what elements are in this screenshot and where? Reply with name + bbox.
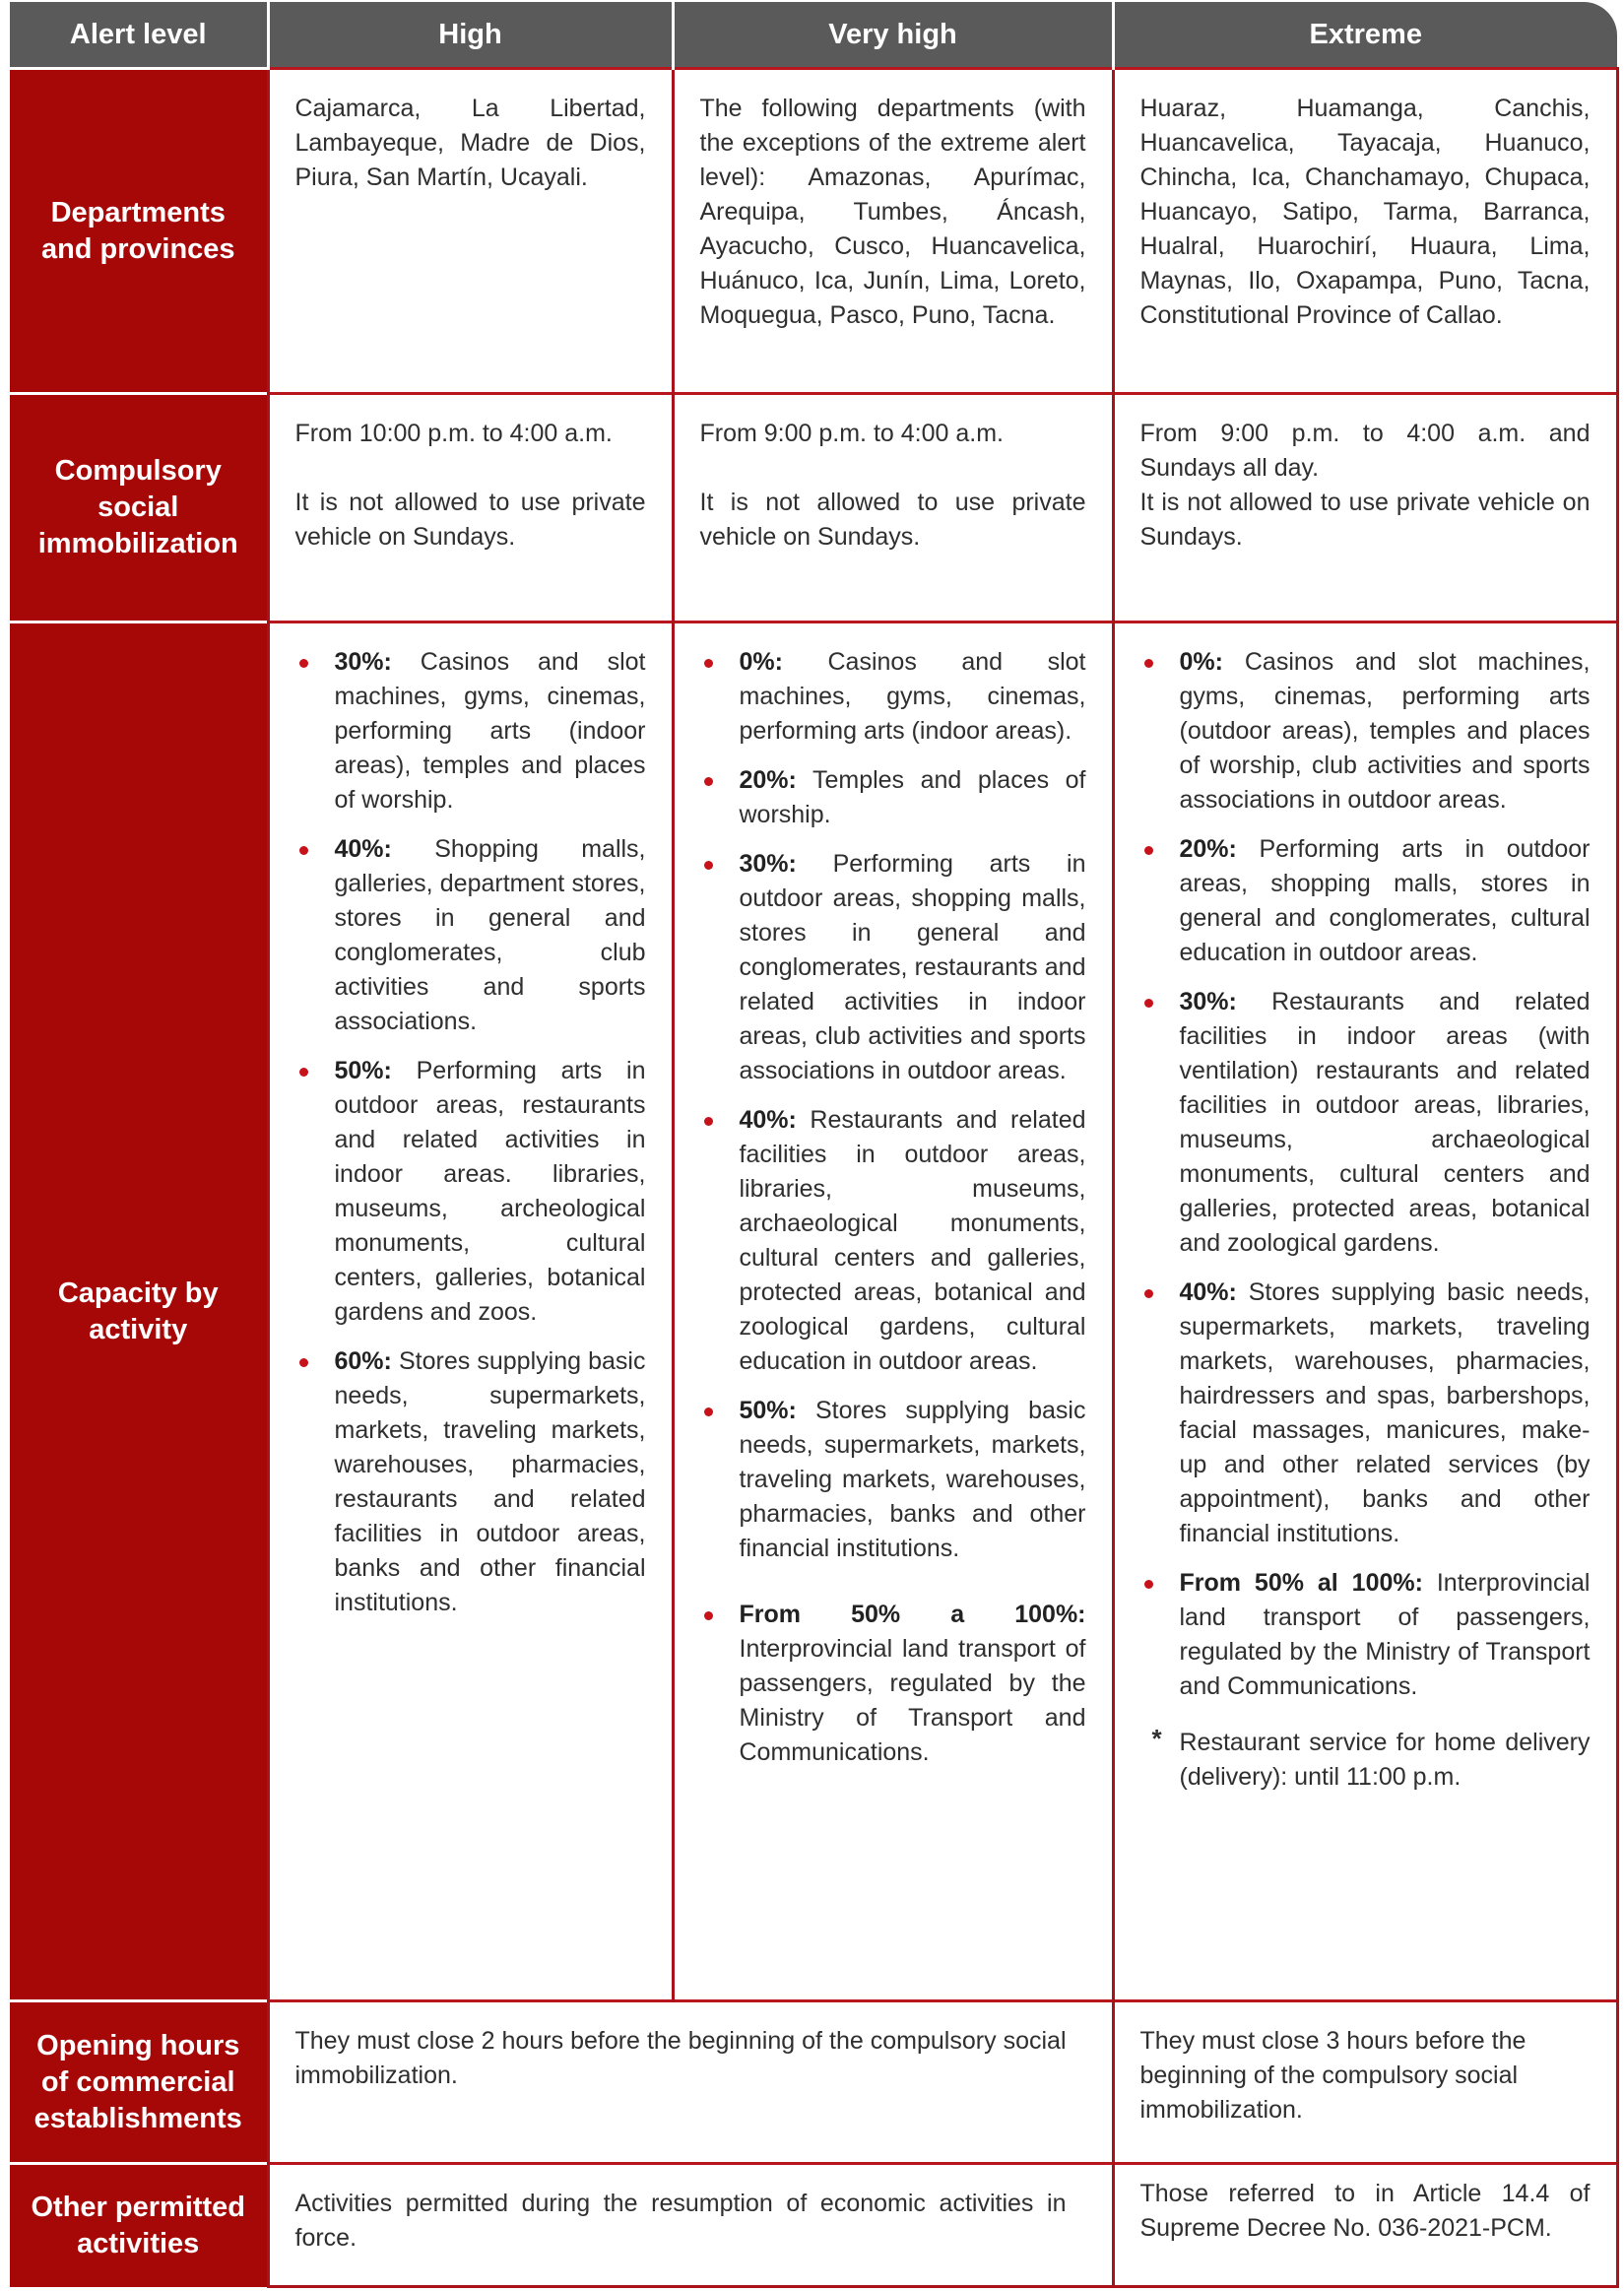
capacity-very-high [673,622,1113,2001]
list-item [700,847,1086,1088]
immobilization-extreme [1113,394,1617,622]
row-capacity [10,622,1617,2001]
header-extreme: Extreme [1113,2,1617,69]
capacity-pct: 40%: [1179,1278,1237,1306]
list-item [295,1344,646,1620]
capacity-text: Shopping malls, galleries, department stores, stores in general and conglomerates, club activities and sports associations. [334,835,646,1035]
immobilization-high-hours: From 10:00 p.m. to 4:00 a.m. [294,420,613,447]
capacity-pct: From 50% al 100%: [1179,1569,1423,1597]
list-item [700,1598,1086,1770]
capacity-extreme [1113,622,1617,2001]
header-alert-level: Alert level [10,2,268,69]
immobilization-very-high-hours: From 9:00 p.m. to 4:00 a.m. [699,420,1004,447]
asterisk-icon: * [1151,1724,1162,1753]
capacity-pct: 50%: [334,1057,392,1084]
capacity-text: Stores supplying basic needs, supermarkets, markets, traveling markets, warehouses, pharmacies, restaurants and related facilities in outdoor areas, banks and other financial institutions. [334,1347,646,1616]
other-high-very-high [268,2164,1113,2287]
immobilization-high [268,394,673,622]
capacity-pct: 30%: [739,850,797,878]
capacity-text: Casinos and slot machines, gyms, cinemas, performing arts (indoor areas). [739,648,1086,745]
capacity-text: Performing arts in outdoor areas, restaurants and related activities in indoor areas. libraries, museums, archeological monuments, cultural centers, galleries, botanical gardens and zoos. [334,1057,646,1326]
capacity-pct: From 50% a 100%: [739,1601,1086,1628]
delivery-note-text: Restaurant service for home delivery (delivery): until 11:00 p.m. [1179,1729,1591,1791]
capacity-high [268,622,673,2001]
row-label-capacity: Capacity by activity [10,622,268,2001]
list-item [1140,832,1591,970]
list-item [1140,645,1591,818]
capacity-pct: 40%: [334,835,392,863]
capacity-text: Stores supplying basic needs, supermarkets, markets, traveling markets, warehouses, pharmacies, banks and other financial institutions. [739,1397,1086,1562]
capacity-pct: 40%: [739,1106,797,1134]
capacity-pct: 0%: [739,648,783,676]
departments-extreme [1113,69,1617,394]
capacity-pct: 30%: [1179,988,1237,1015]
departments-high-text: Cajamarca, La Libertad, Lambayeque, Madre de Dios, Piura, San Martín, Ucayali. [294,95,646,191]
row-label-departments: Departments and provinces [10,69,268,394]
alert-level-table [10,2,1619,2288]
header-very-high: Very high [673,2,1113,69]
row-departments [10,69,1617,394]
opening-high-very-high-text: They must close 2 hours before the beginning of the compulsory social immobilization. [294,2027,1067,2089]
list-item [700,645,1086,749]
delivery-note [1140,1726,1591,1795]
capacity-text: Interprovincial land transport of passengers, regulated by the Ministry of Transport and Communications. [739,1635,1086,1766]
capacity-pct: 0%: [1179,648,1223,676]
capacity-text: Restaurants and related facilities in indoor areas (with ventilation) restaurants and related facilities in outdoor areas, libraries, museums, archaeological monuments, cultural centers and galleries, protected areas, botanical and zoological gardens. [1179,988,1591,1257]
other-extreme-text: Those referred to in Article 14.4 of Supreme Decree No. 036-2021-PCM. [1139,2180,1591,2242]
list-item [1140,1276,1591,1551]
row-label-other-activities: Other permitted activities [10,2164,268,2287]
alert-level-table-sheet [10,2,1617,2285]
opening-high-very-high [268,2001,1113,2164]
list-item [1140,1566,1591,1704]
other-high-very-high-text: Activities permitted during the resumption of economic activities in force. [294,2190,1067,2252]
capacity-text: Temples and places of worship. [739,766,1086,828]
list-item [700,1394,1086,1566]
immobilization-very-high-vehicle: It is not allowed to use private vehicle on Sundays. [699,489,1086,551]
immobilization-extreme-hours: From 9:00 p.m. to 4:00 a.m. and Sundays all day. [1139,420,1591,482]
row-immobilization [10,394,1617,622]
header-row [10,2,1617,69]
capacity-text: Interprovincial land transport of passengers, regulated by the Ministry of Transport and Communications. [1179,1569,1591,1700]
capacity-text: Restaurants and related facilities in outdoor areas, libraries, museums, archaeological monuments, cultural centers and galleries, protected areas, botanical and zoological gardens, cultural education in outdoor areas. [739,1106,1086,1375]
list-item [295,1054,646,1330]
row-label-immobilization: Compulsory social immobilization [10,394,268,622]
departments-high [268,69,673,394]
capacity-pct: 20%: [739,766,797,794]
other-extreme [1113,2164,1617,2287]
list-item [700,763,1086,832]
capacity-text: Performing arts in outdoor areas, shopping malls, stores in general and conglomerates, restaurants and related activities in indoor areas, club activities and sports associations in outdoor areas. [739,850,1086,1084]
immobilization-very-high [673,394,1113,622]
departments-extreme-text: Huaraz, Huamanga, Canchis, Huancavelica, Tayacaja, Huanuco, Chincha, Ica, Chanchamayo, Chupaca, Huancayo, Satipo, Tarma, Barranca, Hualral, Huarochirí, Huaura, Lima, Maynas, Ilo, Oxapampa, Puno, Tacna, Constitutional Province of Callao. [1139,95,1591,329]
list-item [1140,985,1591,1261]
row-opening-hours [10,2001,1617,2164]
row-label-opening-hours: Opening hours of commercial establishments [10,2001,268,2164]
capacity-pct: 60%: [334,1347,392,1375]
capacity-text: Performing arts in outdoor areas, shopping malls, stores in general and conglomerates, cultural education in outdoor areas. [1179,835,1591,966]
capacity-text: Casinos and slot machines, gyms, cinemas, performing arts (indoor areas), temples and places of worship. [334,648,646,814]
departments-very-high-text: The following departments (with the exceptions of the extreme alert level): Amazonas, Apurímac, Arequipa, Tumbes, Áncash, Ayacucho, Cusco, Huancavelica, Huánuco, Ica, Junín, Lima, Loreto, Moquegua, Pasco, Puno, Tacna. [699,95,1086,329]
immobilization-extreme-vehicle: It is not allowed to use private vehicle on Sundays. [1139,489,1591,551]
capacity-pct: 30%: [334,648,392,676]
capacity-text: Stores supplying basic needs, supermarkets, markets, traveling markets, warehouses, pharmacies, hairdressers and spas, barbershops, facial massages, manicures, make-up and other related services (by appointment), banks and other financial institutions. [1179,1278,1591,1547]
opening-extreme-text: They must close 3 hours before the beginning of the compulsory social immobilization. [1139,2027,1527,2124]
list-item [295,832,646,1039]
capacity-pct: 20%: [1179,835,1237,863]
capacity-high-list [295,645,646,1620]
list-item [295,645,646,818]
capacity-extreme-list [1140,645,1591,1704]
header-high: High [268,2,673,69]
capacity-text: Casinos and slot machines, gyms, cinemas, performing arts (outdoor areas), temples and places of worship, club activities and sports associations in outdoor areas. [1179,648,1591,814]
row-other-activities [10,2164,1617,2287]
immobilization-high-vehicle: It is not allowed to use private vehicle on Sundays. [294,489,646,551]
capacity-pct: 50%: [739,1397,797,1424]
capacity-very-high-list [700,645,1086,1770]
departments-very-high [673,69,1113,394]
opening-extreme [1113,2001,1617,2164]
list-item [700,1103,1086,1379]
